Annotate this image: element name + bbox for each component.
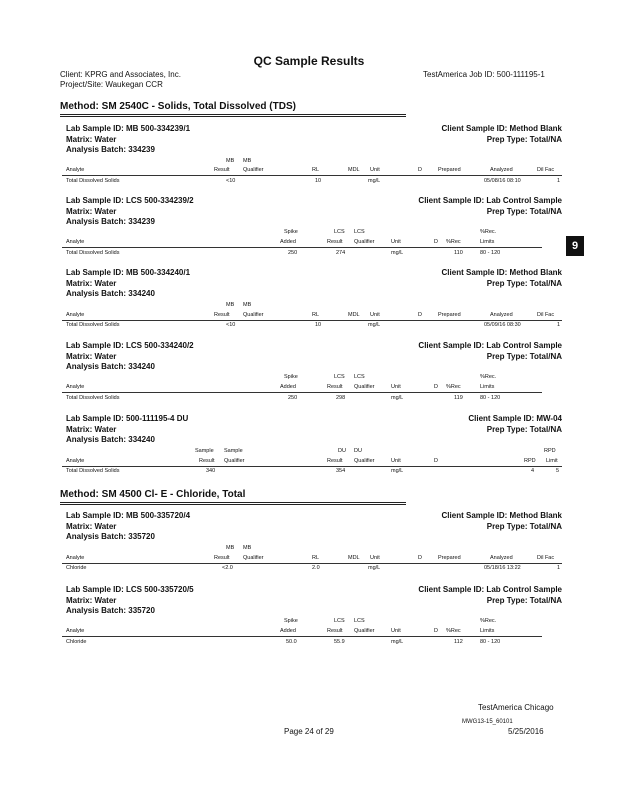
analysis-batch: Analysis Batch: 334240 [66, 362, 155, 371]
footer-lab: TestAmerica Chicago [478, 703, 554, 712]
matrix: Matrix: Water [66, 351, 117, 361]
lcs-result-cell: 274 [336, 250, 346, 256]
col-head: LCS [354, 229, 365, 235]
col-head: %Rec. [480, 374, 497, 380]
unit-cell: mg/L [391, 250, 404, 256]
col-head: Sample [195, 448, 214, 454]
analysis-batch: Analysis Batch: 334240 [66, 289, 155, 298]
col-head: LCS [354, 374, 365, 380]
spike-cell: 250 [288, 250, 298, 256]
col-head: Unit [391, 628, 401, 634]
matrix: Matrix: Water [66, 424, 117, 434]
lab-sample-id: Lab Sample ID: LCS 500-335720/5 [66, 585, 194, 594]
lab-sample-id: Lab Sample ID: LCS 500-334240/2 [66, 341, 194, 350]
unit-cell: mg/L [368, 322, 381, 328]
col-head: %Rec [446, 239, 461, 245]
col-head: Unit [391, 239, 401, 245]
page-title: QC Sample Results [253, 54, 365, 68]
prep-type: Prep Type: Total/NA [486, 351, 562, 361]
method-underline [60, 114, 406, 115]
col-head: %Rec. [480, 229, 497, 235]
lab-sample-id: Lab Sample ID: 500-111195-4 DU [66, 414, 189, 423]
col-head: Limits [480, 239, 495, 245]
col-head: LCS [334, 618, 345, 624]
col-head: MB [226, 545, 235, 551]
result-cell: <2.0 [222, 565, 233, 571]
client-sample-id: Client Sample ID: Lab Control Sample [418, 196, 562, 205]
result-cell: <10 [226, 322, 236, 328]
col-head: MDL [348, 555, 360, 561]
col-head: Result [327, 458, 343, 464]
col-head: Unit [370, 312, 380, 318]
col-head: Analyzed [490, 167, 513, 173]
col-head: Added [280, 239, 296, 245]
client-sample-id: Client Sample ID: Lab Control Sample [418, 341, 562, 350]
rec-cell: 110 [454, 250, 463, 256]
block-header-right [442, 268, 562, 289]
block-header-right [442, 511, 562, 532]
col-head: Analyte [66, 555, 85, 561]
col-head: Unit [370, 167, 380, 173]
matrix: Matrix: Water [66, 521, 117, 531]
col-head: Qualifier [354, 458, 375, 464]
client-sample-id: Client Sample ID: Method Blank [441, 124, 562, 133]
prep-type: Prep Type: Total/NA [486, 521, 562, 531]
col-head: Unit [391, 384, 401, 390]
lab-sample-id: Lab Sample ID: MB 500-335720/4 [66, 511, 191, 520]
unit-cell: mg/L [391, 468, 404, 474]
col-head: Qualifier [224, 458, 245, 464]
col-head: Result [199, 458, 215, 464]
col-head: Spike [284, 618, 298, 624]
spike-cell: 250 [288, 395, 298, 401]
client-sample-id: Client Sample ID: Method Blank [441, 268, 562, 277]
block-header-left [66, 268, 190, 300]
limits-cell: 80 - 120 [480, 395, 501, 401]
dilfac-cell: 1 [557, 565, 561, 571]
analysis-batch: Analysis Batch: 334239 [66, 217, 155, 226]
header-rule [62, 320, 562, 321]
prep-type: Prep Type: Total/NA [486, 278, 562, 288]
block-header-left [66, 414, 188, 446]
matrix: Matrix: Water [66, 595, 117, 605]
col-head: Unit [370, 555, 380, 561]
col-head: D [434, 239, 438, 245]
col-head: DU [354, 448, 362, 454]
col-head: Analyzed [490, 555, 513, 561]
col-head: D [418, 312, 422, 318]
header-rule [62, 466, 562, 467]
block-header-right [418, 196, 562, 217]
method-title: Method: SM 2540C - Solids, Total Dissolved (TDS) [60, 101, 296, 112]
rec-cell: 112 [454, 639, 463, 645]
analysis-batch: Analysis Batch: 335720 [66, 532, 155, 541]
col-head: MB [243, 545, 252, 551]
dilfac-cell: 1 [557, 322, 561, 328]
rec-cell: 119 [454, 395, 463, 401]
col-head: MB [243, 302, 252, 308]
col-head: D [418, 555, 422, 561]
col-head: RL [312, 167, 320, 173]
col-head: %Rec. [480, 618, 497, 624]
analysis-batch: Analysis Batch: 335720 [66, 606, 155, 615]
lcs-result-cell: 298 [336, 395, 346, 401]
block-header-left [66, 196, 194, 228]
project-site: Project/Site: Waukegan CCR [60, 80, 163, 89]
col-head: LCS [354, 618, 365, 624]
col-head: Spike [284, 374, 298, 380]
rl-cell: 10 [315, 322, 322, 328]
col-head: Analyte [66, 167, 85, 173]
block-header-left [66, 124, 190, 156]
matrix: Matrix: Water [66, 134, 117, 144]
matrix: Matrix: Water [66, 206, 117, 216]
col-head: Dil Fac [537, 555, 555, 561]
unit-cell: mg/L [391, 395, 404, 401]
unit-cell: mg/L [391, 639, 404, 645]
client-sample-id: Client Sample ID: Lab Control Sample [418, 585, 562, 594]
limits-cell: 80 - 120 [480, 250, 501, 256]
col-head: D [434, 458, 438, 464]
col-head: MB [226, 302, 235, 308]
client-name: Client: KPRG and Associates, Inc. [60, 70, 181, 79]
col-head: Analyzed [490, 312, 513, 318]
job-id: TestAmerica Job ID: 500-111195-1 [423, 70, 545, 79]
col-head: Limit [546, 458, 558, 464]
rpd-cell: 4 [531, 468, 535, 474]
col-head: Limits [480, 628, 495, 634]
col-head: MB [226, 158, 235, 164]
col-head: LCS [334, 374, 345, 380]
unit-cell: mg/L [368, 565, 381, 571]
block-header-left [66, 511, 190, 543]
block-header-right [418, 585, 562, 606]
analyte-cell: Total Dissolved Solids [66, 322, 120, 328]
col-head: Prepared [438, 312, 461, 318]
client-sample-id: Client Sample ID: MW-04 [468, 414, 562, 423]
analyzed-cell: 05/18/16 13:22 [484, 565, 521, 571]
limits-cell: 80 - 120 [480, 639, 501, 645]
col-head: RL [312, 312, 320, 318]
block-header-left [66, 585, 194, 617]
prep-type: Prep Type: Total/NA [486, 424, 562, 434]
block-header-left [66, 341, 194, 373]
col-head: D [418, 167, 422, 173]
col-head: DU [338, 448, 346, 454]
col-head: Result [214, 555, 230, 561]
analyte-cell: Total Dissolved Solids [66, 250, 120, 256]
col-head: Qualifier [354, 239, 375, 245]
col-head: Qualifier [354, 628, 375, 634]
section-tab: 9 [566, 236, 584, 256]
col-head: Dil Fac [537, 167, 555, 173]
col-head: Result [327, 384, 343, 390]
col-head: Qualifier [243, 167, 264, 173]
col-head: MDL [348, 167, 360, 173]
col-head: Qualifier [243, 555, 264, 561]
header-rule [62, 563, 562, 564]
col-head: Qualifier [243, 312, 264, 318]
header-rule [62, 636, 542, 637]
col-head: Analyte [66, 312, 85, 318]
col-head: Analyte [66, 239, 85, 245]
col-head: Spike [284, 229, 298, 235]
unit-cell: mg/L [368, 178, 381, 184]
header-rule [62, 175, 562, 176]
analyzed-cell: 05/09/16 08:30 [484, 322, 521, 328]
sample-result-cell: 340 [206, 468, 216, 474]
analyte-cell: Chloride [66, 565, 87, 571]
rl-cell: 2.0 [312, 565, 320, 571]
block-header-right [418, 341, 562, 362]
client-sample-id: Client Sample ID: Method Blank [441, 511, 562, 520]
analyte-cell: Total Dissolved Solids [66, 395, 120, 401]
col-head: Result [214, 312, 230, 318]
rl-cell: 10 [315, 178, 322, 184]
col-head: Result [327, 239, 343, 245]
method-title: Method: SM 4500 Cl- E - Chloride, Total [60, 489, 246, 500]
col-head: Sample [224, 448, 243, 454]
lcs-result-cell: 55.9 [334, 639, 345, 645]
col-head: %Rec [446, 628, 461, 634]
spike-cell: 50.0 [286, 639, 297, 645]
col-head: Prepared [438, 167, 461, 173]
result-cell: <10 [226, 178, 236, 184]
col-head: D [434, 628, 438, 634]
col-head: RPD [524, 458, 536, 464]
footer-doc-id: MWG13-15_60101 [462, 719, 513, 725]
col-head: Result [214, 167, 230, 173]
header-rule [62, 247, 542, 248]
method-underline [60, 504, 406, 505]
col-head: RL [312, 555, 320, 561]
prep-type: Prep Type: Total/NA [486, 595, 562, 605]
col-head: Result [327, 628, 343, 634]
dilfac-cell: 1 [557, 178, 561, 184]
analyte-cell: Total Dissolved Solids [66, 178, 120, 184]
header-rule [62, 392, 542, 393]
method-underline [60, 116, 406, 117]
du-result-cell: 354 [336, 468, 346, 474]
prep-type: Prep Type: Total/NA [486, 134, 562, 144]
lab-sample-id: Lab Sample ID: MB 500-334239/1 [66, 124, 191, 133]
col-head: %Rec [446, 384, 461, 390]
col-head: D [434, 384, 438, 390]
col-head: Analyte [66, 384, 85, 390]
analyzed-cell: 05/08/16 08:10 [484, 178, 521, 184]
method-underline [60, 502, 406, 503]
footer-date: 5/25/2016 [508, 727, 544, 736]
matrix: Matrix: Water [66, 278, 117, 288]
col-head: RPD [544, 448, 556, 454]
prep-type: Prep Type: Total/NA [486, 206, 562, 216]
footer-page: Page 24 of 29 [284, 727, 334, 736]
col-head: LCS [334, 229, 345, 235]
block-header-right [442, 124, 562, 145]
col-head: Limits [480, 384, 495, 390]
col-head: Analyte [66, 628, 85, 634]
col-head: Analyte [66, 458, 85, 464]
analysis-batch: Analysis Batch: 334239 [66, 145, 155, 154]
col-head: Added [280, 628, 296, 634]
analyte-cell: Chloride [66, 639, 87, 645]
analyte-cell: Total Dissolved Solids [66, 468, 120, 474]
lab-sample-id: Lab Sample ID: MB 500-334240/1 [66, 268, 191, 277]
col-head: Unit [391, 458, 401, 464]
col-head: Qualifier [354, 384, 375, 390]
rpd-limit-cell: 5 [556, 468, 560, 474]
col-head: Dil Fac [537, 312, 555, 318]
lab-sample-id: Lab Sample ID: LCS 500-334239/2 [66, 196, 194, 205]
block-header-right [468, 414, 562, 435]
col-head: MDL [348, 312, 360, 318]
analysis-batch: Analysis Batch: 334240 [66, 435, 155, 444]
col-head: Added [280, 384, 296, 390]
col-head: Prepared [438, 555, 461, 561]
col-head: MB [243, 158, 252, 164]
